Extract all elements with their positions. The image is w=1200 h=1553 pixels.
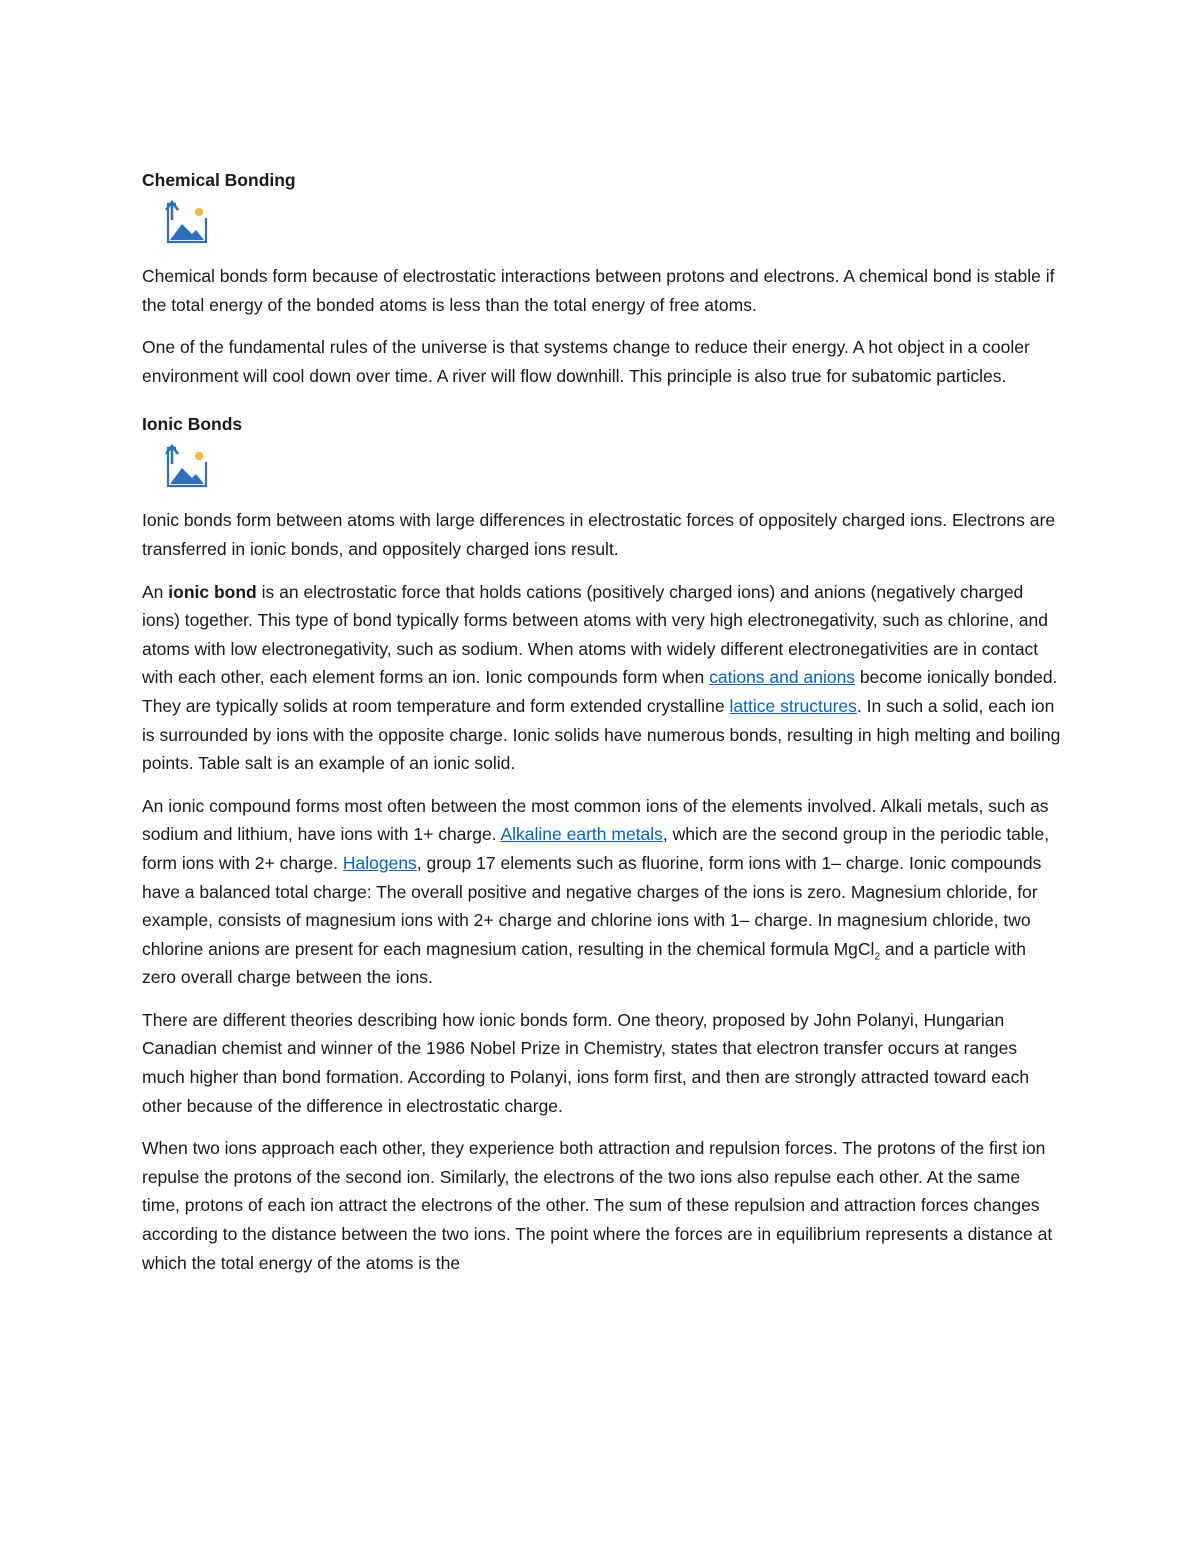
text-run: , which are the second group in the periodic table, form ions with 2+ charge. (142, 824, 1050, 873)
subscript: 2 (874, 951, 881, 963)
text-run: An ionic compound forms most often between the most common ions of the elements involved. Alkali metals, such as sodium and lithium, have ions with 1+ charge. (142, 795, 1049, 845)
link-lattice-structures[interactable]: lattice structures (729, 695, 857, 716)
paragraph: Chemical bonds form because of electrostatic interactions between protons and electrons. A chemical bond is stable if the total energy of the bonded atoms is less than the total energy of free atoms. (142, 266, 1055, 315)
paragraph: Ionic bonds form between atoms with large differences in electrostatic forces of oppositely charged ions. Electrons are transferred in ionic bonds, and oppositely charged ions result. (142, 510, 1056, 559)
paragraph (142, 792, 1062, 992)
image-placeholder-icon (162, 442, 210, 490)
text-run: is an electrostatic force that holds cations (positively charged ions) and anions (negatively charged ions) together. This type of bond typically forms between atoms with very high electronegativity, such as chlorine, and atoms with low electronegativity, such as sodium. When atoms with widely different electronegativities are in contact with each other, each element forms an ion. Ionic compounds form when (142, 581, 1048, 688)
document-page (142, 166, 1062, 1291)
heading-chemical-bonding: Chemical Bonding (142, 170, 296, 190)
link-alkaline-earth-metals[interactable]: Alkaline earth metals (500, 824, 663, 845)
heading-ionic-bonds: Ionic Bonds (142, 414, 243, 435)
paragraph: One of the fundamental rules of the universe is that systems change to reduce their energy. A hot object in a cooler environment will cool down over time. A river will flow downhill. This principle is also true for subatomic particles. (142, 337, 1030, 386)
link-cations-and-anions[interactable]: cations and anions (709, 667, 856, 688)
text-run: and a particle with zero overall charge between the ions. (142, 938, 1026, 988)
paragraph (142, 578, 1062, 778)
bold-term: ionic bond (168, 581, 257, 602)
text-run: . In such a solid, each ion is surrounded by ions with the opposite charge. Ionic solids have numerous bonds, resulting in high melting and boiling points. Table salt is an example of an ionic solid. (142, 695, 1061, 774)
link-halogens[interactable]: Halogens (342, 852, 417, 873)
text-run: , group 17 elements such as fluorine, form ions with 1– charge. Ionic compounds have a balanced total charge: The overall positive and negative charges of the ions is zero. Magnesium chloride, for example, consists of magnesium ions with 2+ charge and chlorine ions with 1– charge. In magnesium chloride, two chlorine anions are present for each magnesium cation, resulting in the chemical formula MgCl (142, 852, 1042, 959)
text-run: An (142, 581, 169, 602)
image-placeholder-icon (162, 198, 210, 246)
text-run: become ionically bonded. They are typically solids at room temperature and form extended crystalline (142, 667, 1058, 716)
paragraph: There are different theories describing how ionic bonds form. One theory, proposed by John Polanyi, Hungarian Canadian chemist and winner of the 1986 Nobel Prize in Chemistry, states that electron transfer occurs at ranges much higher than bond formation. According to Polanyi, ions form first, and then are strongly attracted toward each other because of the difference in electrostatic charge. (142, 1009, 1030, 1116)
paragraph: When two ions approach each other, they experience both attraction and repulsion forces. The protons of the first ion repulse the protons of the second ion. Similarly, the electrons of the two ions also repulse each other. At the same time, protons of each ion attract the electrons of the other. The sum of these repulsion and attraction forces changes according to the distance between the two ions. The point where the forces are in equilibrium represents a distance at which the total energy of the atoms is the (142, 1138, 1053, 1273)
